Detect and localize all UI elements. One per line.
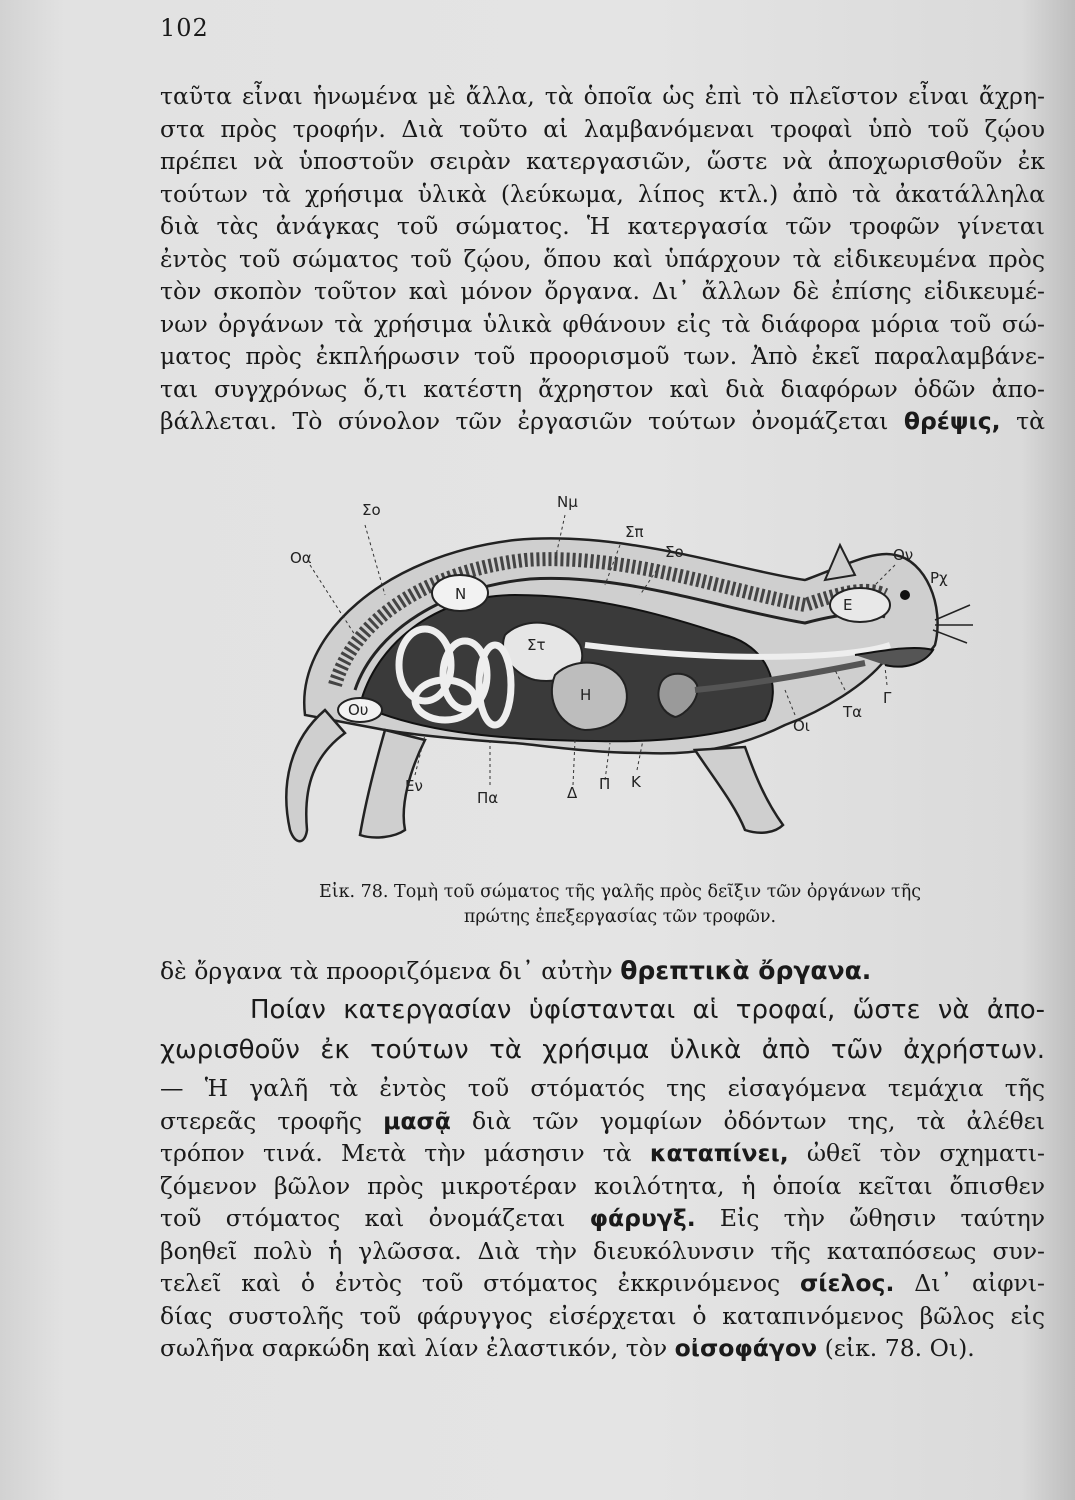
- text-run: διὰ τῶν γομφίων ὀδόντων της, τὰ ἀλέθει: [450, 1106, 1045, 1135]
- paragraph-line: [160, 1300, 1045, 1333]
- question-line: χωρισθοῦν ἐκ τούτων τὰ χρήσιμα ὑλικὰ ἀπὸ τῶν ἀχρήστων.: [160, 1035, 1045, 1065]
- paragraph-line: ταῦτα εἶναι ἡνωμένα μὲ ἄλλα, τὰ ὁποῖα ὡς ἐπὶ τὸ πλεῖστον εἶναι ἄχρη-: [160, 82, 1045, 110]
- text-run: ζόμενον βῶλον πρὸς μικροτέραν κοιλότητα, ἡ ὁποία κεῖται ὄπισθεν: [160, 1171, 1045, 1200]
- text-run: Εἰς τὴν ὤθησιν ταύτην: [695, 1204, 1045, 1232]
- continuation-line: [160, 955, 1045, 988]
- text-run: βοηθεῖ πολὺ ἡ γλῶσσα. Διὰ τὴν διευκόλυνσιν τῆς καταπόσεως συν-: [160, 1236, 1045, 1265]
- text-run: δίας συστολῆς τοῦ φάρυγγος εἰσέρχεται ὁ καταπινόμενος βῶλος εἰς: [160, 1301, 1045, 1330]
- text-run: δὲ ὄργανα τὰ προοριζόμενα δι᾿ αὐτὴν: [160, 957, 621, 985]
- label-ta: Τα: [843, 703, 863, 721]
- bold-term: καταπίνει,: [649, 1139, 789, 1167]
- paragraph-line-last: [160, 955, 1045, 988]
- front-leg: [695, 747, 783, 833]
- label-p: Π: [599, 775, 611, 793]
- paragraph-line: [160, 1072, 1045, 1105]
- page-number: 102: [160, 14, 209, 42]
- paragraph-line: στα πρὸς τροφήν. Διὰ τοῦτο αἱ λαμβανόμεναι τροφαὶ ὑπὸ τοῦ ζῴου: [160, 114, 1045, 143]
- paragraph-line: ται συγχρόνως ὅ,τι κατέστη ἄχρηστον καὶ διὰ διαφόρων ὁδῶν ἀπο-: [160, 374, 1045, 403]
- top-paragraph: [160, 80, 1045, 438]
- figure-caption: [200, 880, 1040, 930]
- whiskers: [933, 605, 973, 643]
- label-px: Ρχ: [930, 569, 948, 587]
- paragraph-line: νων ὀργάνων τὰ χρήσιμα ὑλικὰ φθάνουν εἰς τὰ διάφορα μόρια τοῦ σώ-: [160, 309, 1045, 338]
- label-pa: Πα: [477, 789, 499, 807]
- label-ou: Ου: [348, 701, 369, 719]
- label-en: Εν: [405, 777, 423, 795]
- label-oi: Οι: [793, 717, 810, 735]
- text-run: τοῦ στόματος καὶ ὀνομάζεται: [160, 1204, 590, 1232]
- paragraph-line: ἐντὸς τοῦ σώματος τοῦ ζῴου, ὅπου καὶ ὑπάρχουν τὰ εἰδικευμένα πρὸς: [160, 244, 1045, 273]
- label-so-mid: Σο: [665, 543, 684, 561]
- label-n: N: [455, 585, 467, 603]
- text-run: Δι᾿ αἰφνι-: [894, 1269, 1045, 1297]
- paragraph-line: [160, 1267, 1045, 1300]
- paragraph-line: τὸν σκοπὸν τοῦτον καὶ μόνον ὄργανα. Δι᾿ ἄλλων δὲ ἐπίσης εἰδικευμέ-: [160, 277, 1045, 305]
- weasel-anatomy-figure: [265, 485, 985, 865]
- bold-term: σίελος.: [799, 1269, 895, 1297]
- text-run: τρόπον τινά. Μετὰ τὴν μάσησιν τὰ: [160, 1139, 650, 1167]
- answer-paragraph: [160, 1072, 1045, 1365]
- paragraph-line: διὰ τὰς ἀνάγκας τοῦ σώματος. Ἡ κατεργασία τῶν τροφῶν γίνεται: [160, 212, 1045, 240]
- text-run: στερεᾶς τροφῆς: [160, 1106, 384, 1135]
- text-run: τὰ: [1000, 407, 1045, 435]
- caption-line: Εἰκ. 78. Τομὴ τοῦ σώματος τῆς γαλῆς πρὸς δεῖξιν τῶν ὀργάνων τῆς: [318, 882, 922, 902]
- paragraph-line: τούτων τὰ χρήσιμα ὑλικὰ (λεύκωμα, λίπος κτλ.) ἀπὸ τὰ ἀκατάλληλα: [160, 179, 1045, 208]
- paragraph-line: πρέπει νὰ ὑποστοῦν σειρὰν κατεργασιῶν, ὥστε νὰ ἀποχωρισθοῦν ἐκ: [160, 147, 1045, 175]
- section-question-heading: [160, 990, 1045, 1070]
- label-e: E: [843, 596, 853, 614]
- paragraph-line: [160, 1170, 1045, 1203]
- bold-term: οἰσοφάγον: [674, 1334, 818, 1362]
- term-threptika-organa: θρεπτικὰ ὄργανα.: [620, 956, 872, 985]
- brain: [830, 588, 890, 622]
- label-d: Δ: [567, 784, 578, 802]
- label-sp: Σπ: [625, 523, 644, 541]
- paragraph-line: [160, 1137, 1045, 1170]
- paragraph-line: ματος πρὸς ἐκπλήρωσιν τοῦ προορισμοῦ των. Ἀπὸ ἐκεῖ παραλαμβάνε-: [160, 342, 1045, 370]
- eye: [900, 590, 910, 600]
- text-run: ὠθεῖ τὸν σχηματι-: [788, 1139, 1045, 1167]
- label-g: Γ: [883, 689, 892, 707]
- label-ov: Ον: [893, 546, 914, 564]
- tail: [286, 710, 345, 841]
- bold-term: φάρυγξ.: [589, 1204, 696, 1232]
- paragraph-line: [160, 1202, 1045, 1235]
- label-nm: Νμ: [557, 493, 578, 511]
- paragraph-line: [160, 1105, 1045, 1138]
- text-run: (εἰκ. 78. Οι).: [817, 1334, 975, 1362]
- label-h: Η: [580, 686, 592, 704]
- paragraph-line: [160, 1235, 1045, 1268]
- bold-term: μασᾷ: [383, 1106, 451, 1135]
- label-oa: Οα: [290, 549, 312, 567]
- text-run: βάλλεται. Τὸ σύνολον τῶν ἐργασιῶν τούτων ὀνομάζεται: [160, 407, 904, 435]
- text-run: τελεῖ καὶ ὁ ἐντὸς τοῦ στόματος ἐκκρινόμενος: [160, 1269, 800, 1297]
- label-k: Κ: [631, 773, 641, 791]
- label-st: Στ: [527, 636, 546, 654]
- text-run: σωλῆνα σαρκώδη καὶ λίαν ἐλαστικόν, τὸν: [160, 1334, 675, 1362]
- weasel-section-illustration: [265, 485, 985, 865]
- question-line: Ποίαν κατεργασίαν ὑφίστανται αἱ τροφαί, ὥστε νὰ ἀπο-: [250, 995, 1045, 1025]
- caption-line: πρώτης ἐπεξεργασίας τῶν τροφῶν.: [463, 907, 777, 927]
- label-so-top: Σο: [362, 501, 381, 519]
- text-run: — Ἡ γαλῆ τὰ ἐντὸς τοῦ στόματός της εἰσαγόμενα τεμάχια τῆς: [160, 1074, 1045, 1102]
- paragraph-line-last: [160, 405, 1045, 438]
- paragraph-line: [160, 1332, 1045, 1365]
- term-threpsis: θρέψις,: [903, 407, 1001, 435]
